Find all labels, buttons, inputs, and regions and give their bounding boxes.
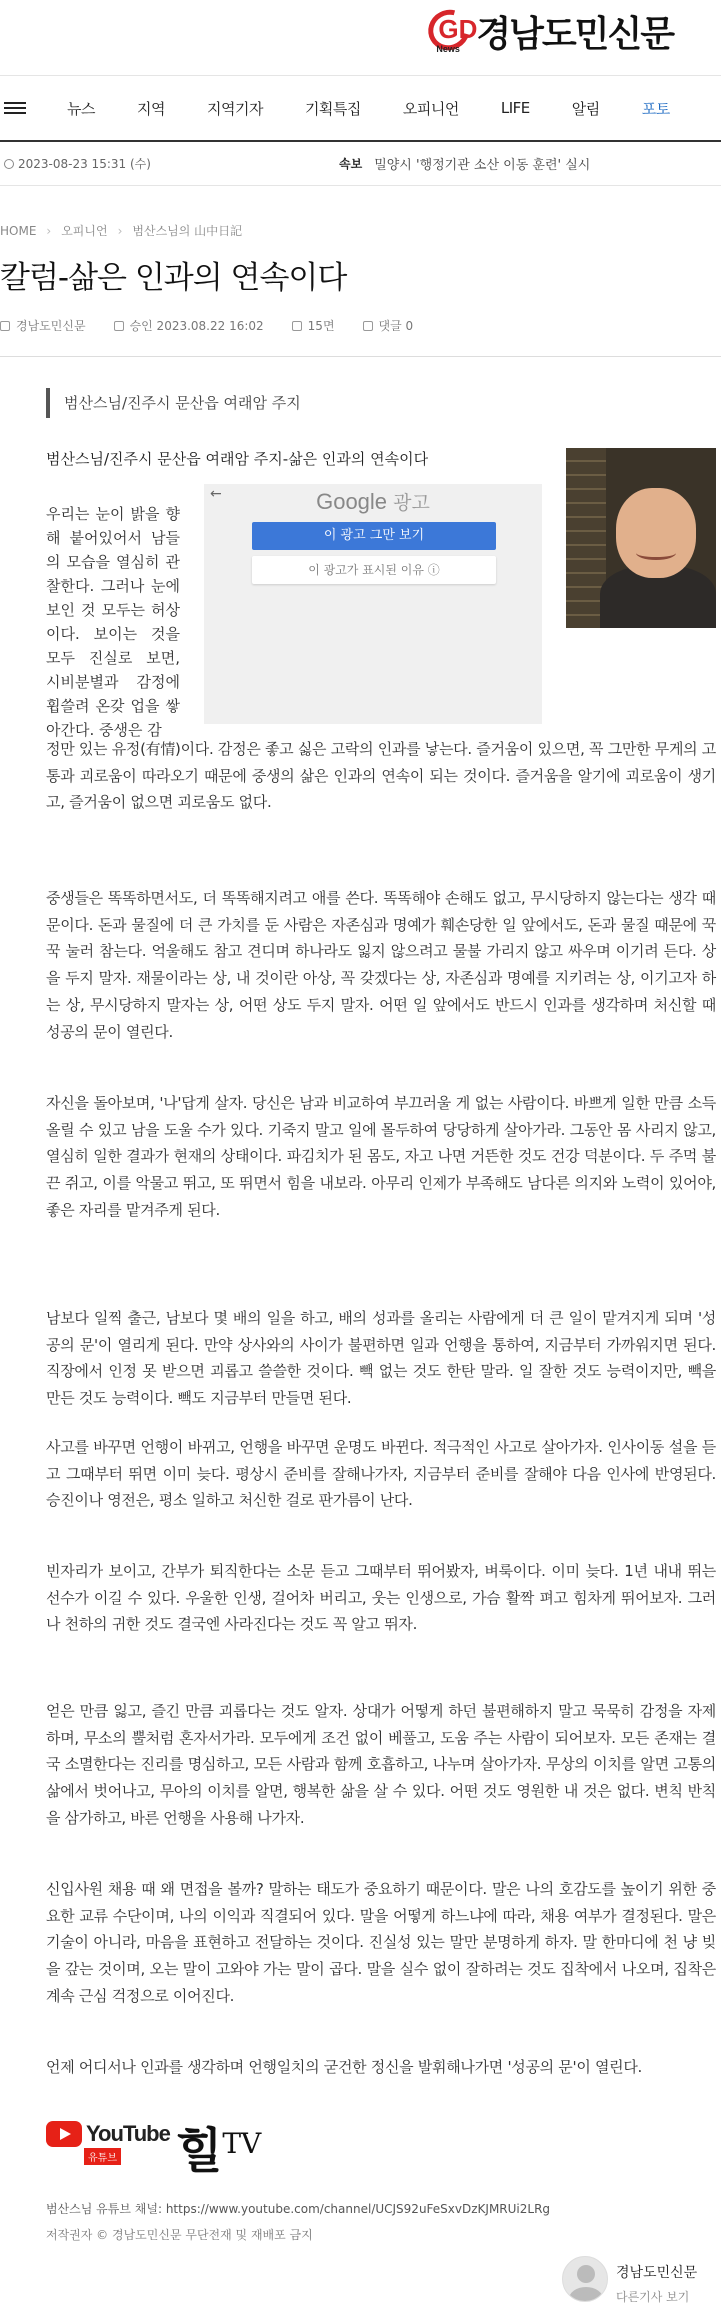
- breadcrumb-opinion[interactable]: 오피니언: [61, 224, 108, 238]
- breadcrumb-separator-icon: ›: [46, 223, 52, 238]
- article-intro: 우리는 눈이 밝을 향해 붙어있어서 남들의 모습을 열심히 관찰한다. 그러나 눈에 보인 것 모두는 허상이다. 보이는 것을 모두 진실로 보면, 시비분별과 감정에 휩쓸려 온갖 업을 쌓아간다. 중생은 감: [46, 505, 180, 739]
- google-ad: [204, 484, 542, 724]
- youtube-sub-label: 유튜브: [84, 2148, 121, 2165]
- nav-notice[interactable]: 알림: [571, 99, 600, 118]
- breaking-headline[interactable]: 밀양시 '행정기관 소산 이동 훈련' 실시: [374, 158, 591, 173]
- nav-region[interactable]: 지역: [136, 99, 165, 118]
- author-photo: [566, 448, 716, 628]
- logo-text: 경남도민신문: [476, 13, 673, 55]
- why-ad-button[interactable]: 이 광고가 표시된 이유 ⓘ: [252, 556, 496, 584]
- logo-mark-icon: GD News: [426, 4, 472, 58]
- reporter-card: [562, 2256, 697, 2305]
- logo-bar: [0, 0, 721, 76]
- article-paragraph: 언제 어디서나 인과를 생각하며 언행일치의 굳건한 정신을 발휘해나가면 '성공의 문'이 열린다.: [46, 2058, 643, 2076]
- breadcrumb-separator-icon: ›: [117, 223, 123, 238]
- copyright: 저작권자 © 경남도민신문 무단전재 및 재배포 금지: [46, 2228, 313, 2242]
- menu-icon[interactable]: [4, 102, 26, 114]
- breadcrumb-home[interactable]: HOME: [0, 223, 37, 238]
- clock-icon: [4, 159, 14, 169]
- article-subtitle: 범산스님/진주시 문산읍 여래암 주지: [46, 388, 674, 418]
- nav-life[interactable]: LIFE: [500, 99, 530, 117]
- stop-ad-button[interactable]: 이 광고 그만 보기: [252, 522, 496, 550]
- article-meta: [0, 317, 413, 334]
- article-title: 칼럼-삶은 인과의 연속이다: [0, 260, 347, 296]
- main-nav: [0, 76, 721, 142]
- article-paragraph: 사고를 바꾸면 언행이 바뀌고, 언행을 바꾸면 운명도 바뀐다. 적극적인 사고로 살아가자. 인사이동 설을 듣고 그때부터 뛰면 이미 늦다. 평상시 준비를 잘해나가자, 지금부터 준비를 잘해야 다음 인사에 반영된다. 승진이나 영전은, 평소 일하고 처신한 걸로 판가름이 난다.: [46, 1438, 716, 1510]
- page-icon: [292, 321, 302, 331]
- title-divider: [0, 356, 721, 357]
- article-paragraph: 중생들은 똑똑하면서도, 더 똑똑해지려고 애를 쓴다. 똑똑해야 손해도 없고, 무시당하지 않는다는 생각 때문이다. 돈과 물질에 더 큰 가치를 둔 사람은 자존심과 명예가 훼손당한 일 앞에서도, 돈과 물질 때문에 꾹꾹 눌러 참는다. 억울해도 참고 견디며 하나라도 잃지 않으려고 물불 가리지 않고 싸우며 이기려 든다. 상을 두지 말자. 재물이라는 상, 내 것이란 아상, 꼭 갖겠다는 상, 자존심과 명예를 지키려는 상, 이기고자 하는 상, 무시당하지 말자는 상, 어떤 상도 두지 말자. 어떤 일 앞에서도 반드시 인과를 생각하며 처신할 때 성공의 문이 열린다.: [46, 889, 716, 1041]
- article-paragraph: 빈자리가 보이고, 간부가 퇴직한다는 소문 듣고 그때부터 뛰어봤자, 벼룩이다. 이미 늦다. 1년 내내 뛰는 선수가 이길 수 있다. 우울한 인생, 걸어차 버리고, 웃는 인생으로, 가슴 활짝 펴고 힘차게 뛰어보자. 그러나 천하의 귀한 것도 결국엔 사라진다는 것도 꼭 알고 뛰자.: [46, 1562, 716, 1634]
- article-paragraph: 자신을 돌아보며, '나'답게 살자. 당신은 남과 비교하여 부끄러울 게 없는 사람이다. 바쁘게 일한 만큼 소득 올릴 수 있고 남을 도울 수가 있다. 기죽지 말고 일에 몰두하여 당당하게 살아가라. 그동안 몸 사리지 않고, 열심히 일한 결과가 현재의 상태이다. 파김치가 된 몸도, 자고 나면 거뜬한 것도 건강 덕분이다. 두 주먹 불끈 쥐고, 이를 악물고 뛰고, 또 뛰면서 힘을 내보라. 아무리 인제가 부족해도 남다른 의지와 노력이 있어야, 좋은 자리를 맡겨주게 된다.: [46, 1094, 716, 1219]
- article-paragraph: 신입사원 채용 때 왜 면접을 볼까? 말하는 태도가 중요하기 때문이다. 말은 나의 호감도를 높이기 위한 중요한 교류 수단이며, 나의 이익과 직결되어 있다. 말을 어떻게 하느냐에 따라, 채용 여부가 결정된다. 말은 기술이 아니라, 마음을 표현하고 전달하는 것이다. 진실성 있는 말만 분명하게 하자. 말 한마디에 천 냥 빚을 갚는 것이며, 오는 말이 고와야 가는 말이 곱다. 말을 실수 없이 잘하려는 것도 집착에서 나오며, 집착은 계속 근심 걱정으로 이어진다.: [46, 1880, 716, 2005]
- article-paragraph: 얻은 만큼 잃고, 즐긴 만큼 괴롭다는 것도 알자. 상대가 어떻게 하던 불편해하지 말고 묵묵히 감정을 자제하며, 무소의 뿔처럼 혼자서가라. 모두에게 조건 없이 베풀고, 도움 주는 사람이 되어보자. 모든 존재는 결국 소멸한다는 진리를 명심하고, 모든 사람과 함께 호흡하고, 나누며 살아가자. 무상의 이치를 알면 고통의 삶에서 벗어나고, 무아의 이치를 알면, 행복한 삶을 살 수 있다. 어떤 것도 영원한 내 것은 없다. 변칙 반칙을 삼가하고, 바른 언행을 사용해 나가자.: [46, 1702, 716, 1827]
- news-ticker: [0, 142, 721, 186]
- meta-page: 15면: [292, 317, 335, 334]
- comment-icon: [363, 321, 373, 331]
- nav-news[interactable]: 뉴스: [67, 99, 95, 118]
- youtube-channel-link[interactable]: 범산스님 유튜브 채널: https://www.youtube.com/channel/UCJS92uFeSxvDzKJMRUi2LRg: [46, 2202, 551, 2216]
- article-paragraph: 남보다 일찍 출근, 남보다 몇 배의 일을 하고, 배의 성과를 올리는 사람에게 더 큰 일이 맡겨지게 되며 '성공의 문'이 열리게 된다. 만약 상사와의 사이가 불편하면 일과 언행을 통하여, 지금부터 가까워지면 된다. 직장에서 인정 못 받으면 괴롭고 쓸쓸한 것이다. 빽 없는 것도 한탄 말라. 일 잘한 것도 능력이지만, 빽을 만든 것도 능력이다. 빽도 지금부터 만들면 된다.: [46, 1309, 716, 1408]
- breaking-label: 속보: [339, 157, 363, 171]
- person-icon: [0, 321, 10, 331]
- avatar: [562, 2256, 608, 2302]
- clock-icon: [114, 321, 124, 331]
- breadcrumb: [0, 222, 242, 239]
- youtube-logo[interactable]: YouTube: [46, 2121, 170, 2147]
- article-lead: 범산스님/진주시 문산읍 여래암 주지-삶은 인과의 연속이다: [46, 450, 429, 468]
- meta-comments[interactable]: 댓글 0: [363, 317, 414, 334]
- youtube-play-icon: [46, 2121, 82, 2147]
- nav-features[interactable]: 기획특집: [304, 99, 361, 118]
- back-arrow-icon[interactable]: ←: [210, 486, 222, 502]
- meta-approved: 승인 2023.08.22 16:02: [114, 317, 264, 334]
- reporter-name: 경남도민신문: [616, 2265, 698, 2281]
- current-date: 2023-08-23 15:31 (수): [4, 155, 339, 172]
- nav-photo[interactable]: 포토: [641, 99, 670, 118]
- reporter-more-link[interactable]: 다른기사 보기: [616, 2290, 690, 2304]
- site-logo[interactable]: [426, 4, 673, 58]
- nav-region-reporter[interactable]: 지역기자: [206, 99, 263, 118]
- breadcrumb-column[interactable]: 범산스님의 山中日記: [132, 224, 243, 238]
- heal-tv-logo: 힐$^{TV}$: [176, 2123, 262, 2179]
- nav-opinion[interactable]: 오피니언: [402, 99, 459, 118]
- meta-author: 경남도민신문: [0, 317, 86, 334]
- ad-brand: Google 광고: [316, 489, 430, 514]
- article-paragraph: 정만 있는 유정(有情)이다. 감정은 좋고 싫은 고락의 인과를 낳는다. 즐거움이 있으면, 꼭 그만한 무게의 고통과 괴로움이 따라오기 때문에 중생의 삶은 인과의 연속이 되는 것이다. 즐거움을 알기에 괴로움이 생기고, 즐거움이 없으면 괴로움도 없다.: [46, 740, 716, 812]
